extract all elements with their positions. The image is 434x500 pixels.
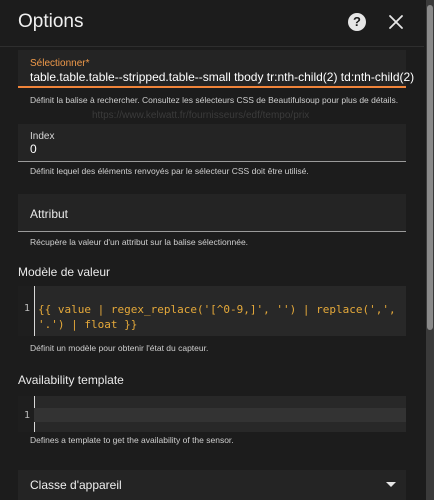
value-template-title: Modèle de valeur xyxy=(18,265,111,279)
help-icon[interactable]: ? xyxy=(348,13,366,31)
value-template-editor[interactable] xyxy=(18,286,406,336)
selector-helper: Définit la balise à rechercher. Consultez les sélecteurs CSS de Beautifulsoup pour plus de détails. xyxy=(30,95,399,105)
device-class-select[interactable] xyxy=(18,470,406,500)
attribute-field[interactable] xyxy=(18,194,406,232)
value-template-cursor xyxy=(34,286,35,336)
selector-underline xyxy=(18,86,406,88)
chevron-down-icon[interactable] xyxy=(386,482,396,487)
selector-input[interactable]: table.table.table--stripped.table--small tbody tr:nth-child(2) td:nth-child(2) xyxy=(30,70,415,84)
attribute-input[interactable]: Attribut xyxy=(30,207,69,221)
availability-template-title: Availability template xyxy=(18,373,124,387)
index-helper: Définit lequel des éléments renvoyés par le sélecteur CSS doit être utilisé. xyxy=(30,166,309,176)
attribute-helper: Récupère la valeur d'un attribut sur la balise sélectionnée. xyxy=(30,237,249,247)
header-divider xyxy=(0,46,424,47)
attribute-underline xyxy=(18,231,406,232)
availability-template-editor[interactable] xyxy=(18,396,406,432)
dialog-header xyxy=(0,0,424,46)
index-label: Index xyxy=(30,131,55,142)
device-class-label: Classe d'appareil xyxy=(30,478,122,492)
ghost-url: https://www.kelwatt.fr/fournisseurs/edf/tempo/prix xyxy=(92,110,310,121)
selector-label: Sélectionner* xyxy=(30,58,90,69)
value-template-code[interactable]: {{ value | regex_replace('[^0-9,]', '') | replace(',', '.') | float }} xyxy=(38,303,403,331)
index-underline xyxy=(18,161,406,162)
page-scrollbar-thumb[interactable] xyxy=(427,5,433,330)
value-template-line-number: 1 xyxy=(24,303,31,314)
index-input[interactable]: 0 xyxy=(30,142,37,156)
close-icon[interactable] xyxy=(386,12,406,32)
availability-template-line-number: 1 xyxy=(24,410,31,421)
value-template-helper: Définit un modèle pour obtenir l'état du capteur. xyxy=(30,343,209,353)
availability-template-helper: Defines a template to get the availability of the sensor. xyxy=(30,435,234,445)
selector-field[interactable] xyxy=(18,50,415,88)
index-field[interactable] xyxy=(18,124,406,162)
availability-template-active-line[interactable] xyxy=(34,408,406,422)
dialog-title: Options xyxy=(18,11,84,32)
